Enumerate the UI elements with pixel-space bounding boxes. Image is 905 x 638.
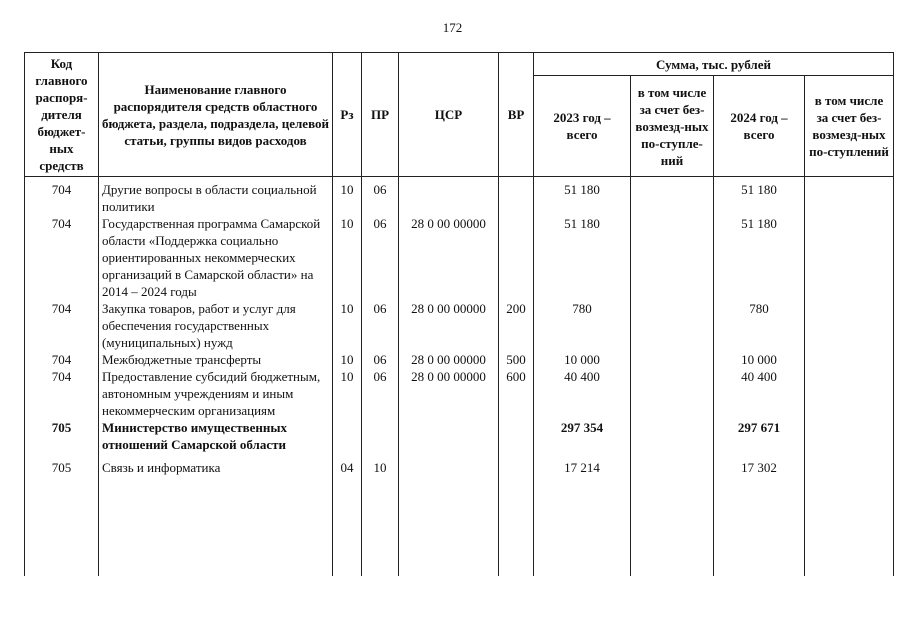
cell-rz bbox=[333, 419, 362, 453]
cell-2023-total: 297 354 bbox=[534, 419, 631, 453]
table-row bbox=[25, 300, 894, 351]
cell-2023-grants bbox=[631, 419, 714, 453]
cell-name: Связь и информатика bbox=[99, 459, 333, 476]
cell-2023-grants bbox=[631, 215, 714, 300]
cell-vr bbox=[499, 215, 534, 300]
cell-csr bbox=[399, 177, 499, 216]
cell-2023-total: 17 214 bbox=[534, 459, 631, 476]
cell-pr: 06 bbox=[362, 351, 399, 368]
header-pr: ПР bbox=[362, 53, 399, 177]
header-2023-grants: в том числе за счет без-возмезд-ных по-ступле-ний bbox=[631, 76, 714, 177]
cell-code: 704 bbox=[25, 177, 99, 216]
cell-code: 705 bbox=[25, 459, 99, 476]
cell-2023-grants bbox=[631, 351, 714, 368]
cell-pr: 06 bbox=[362, 300, 399, 351]
cell-vr: 200 bbox=[499, 300, 534, 351]
cell-pr: 06 bbox=[362, 368, 399, 419]
header-rz: Рз bbox=[333, 53, 362, 177]
cell-pr: 06 bbox=[362, 215, 399, 300]
cell-csr bbox=[399, 459, 499, 476]
cell-name: Закупка товаров, работ и услуг для обеспечения государственных (муниципальных) нужд bbox=[99, 300, 333, 351]
cell-pr: 06 bbox=[362, 177, 399, 216]
cell-rz: 10 bbox=[333, 300, 362, 351]
cell-name: Предоставление субсидий бюджетным, автономным учреждениям и иным некоммерческим организациям bbox=[99, 368, 333, 419]
cell-code: 704 bbox=[25, 368, 99, 419]
table-row bbox=[25, 351, 894, 368]
header-2024-grants: в том числе за счет без-возмезд-ных по-ступлений bbox=[805, 76, 894, 177]
cell-rz: 10 bbox=[333, 177, 362, 216]
cell-rz: 04 bbox=[333, 459, 362, 476]
table-row bbox=[25, 368, 894, 419]
cell-vr: 600 bbox=[499, 368, 534, 419]
cell-2024-total: 10 000 bbox=[714, 351, 805, 368]
table-row-ministry bbox=[25, 419, 894, 453]
cell-2024-total: 51 180 bbox=[714, 215, 805, 300]
table-body bbox=[25, 177, 894, 577]
cell-name: Министерство имущественных отношений Самарской области bbox=[99, 419, 333, 453]
header-code: Код главного распоря-дителя бюджет-ных средств bbox=[25, 53, 99, 177]
cell-vr bbox=[499, 419, 534, 453]
cell-2024-total: 17 302 bbox=[714, 459, 805, 476]
cell-name: Государственная программа Самарской области «Поддержка социально ориентированных некоммерческих организаций в Самарской области» на 2014 – 2024 годы bbox=[99, 215, 333, 300]
cell-2023-total: 10 000 bbox=[534, 351, 631, 368]
page-number: 172 bbox=[442, 20, 463, 35]
cell-2024-grants bbox=[805, 300, 894, 351]
cell-2024-total: 780 bbox=[714, 300, 805, 351]
cell-2024-total: 297 671 bbox=[714, 419, 805, 453]
cell-rz: 10 bbox=[333, 215, 362, 300]
cell-vr bbox=[499, 177, 534, 216]
cell-2023-grants bbox=[631, 300, 714, 351]
header-csr: ЦСР bbox=[399, 53, 499, 177]
cell-2024-grants bbox=[805, 419, 894, 453]
header-sum-group: Сумма, тыс. рублей bbox=[534, 53, 894, 76]
cell-2024-total: 51 180 bbox=[714, 177, 805, 216]
cell-csr bbox=[399, 419, 499, 453]
table-row bbox=[25, 459, 894, 476]
cell-2023-total: 40 400 bbox=[534, 368, 631, 419]
header-name: Наименование главного распорядителя средств областного бюджета, раздела, подраздела, целевой статьи, группы видов расходов bbox=[99, 53, 333, 177]
cell-csr: 28 0 00 00000 bbox=[399, 215, 499, 300]
table-row bbox=[25, 215, 894, 300]
budget-table bbox=[24, 52, 894, 576]
cell-csr: 28 0 00 00000 bbox=[399, 351, 499, 368]
cell-2023-total: 51 180 bbox=[534, 177, 631, 216]
table-row bbox=[25, 177, 894, 216]
cell-vr bbox=[499, 459, 534, 476]
cell-2024-grants bbox=[805, 459, 894, 476]
cell-2023-grants bbox=[631, 459, 714, 476]
cell-2024-total: 40 400 bbox=[714, 368, 805, 419]
cell-csr: 28 0 00 00000 bbox=[399, 368, 499, 419]
cell-2023-total: 780 bbox=[534, 300, 631, 351]
header-2024-total: 2024 год – всего bbox=[714, 76, 805, 177]
header-2023-total: 2023 год – всего bbox=[534, 76, 631, 177]
cell-code: 704 bbox=[25, 215, 99, 300]
cell-2023-total: 51 180 bbox=[534, 215, 631, 300]
cell-code: 704 bbox=[25, 351, 99, 368]
cell-name: Межбюджетные трансферты bbox=[99, 351, 333, 368]
cell-pr: 10 bbox=[362, 459, 399, 476]
row-filler bbox=[25, 476, 894, 576]
table-header bbox=[25, 53, 894, 177]
cell-name: Другие вопросы в области социальной политики bbox=[99, 177, 333, 216]
cell-rz: 10 bbox=[333, 351, 362, 368]
cell-2023-grants bbox=[631, 177, 714, 216]
cell-code: 705 bbox=[25, 419, 99, 453]
cell-rz: 10 bbox=[333, 368, 362, 419]
cell-code: 704 bbox=[25, 300, 99, 351]
cell-csr: 28 0 00 00000 bbox=[399, 300, 499, 351]
cell-pr bbox=[362, 419, 399, 453]
cell-2023-grants bbox=[631, 368, 714, 419]
header-vr: ВР bbox=[499, 53, 534, 177]
cell-2024-grants bbox=[805, 215, 894, 300]
cell-2024-grants bbox=[805, 351, 894, 368]
cell-2024-grants bbox=[805, 177, 894, 216]
cell-vr: 500 bbox=[499, 351, 534, 368]
cell-2024-grants bbox=[805, 368, 894, 419]
